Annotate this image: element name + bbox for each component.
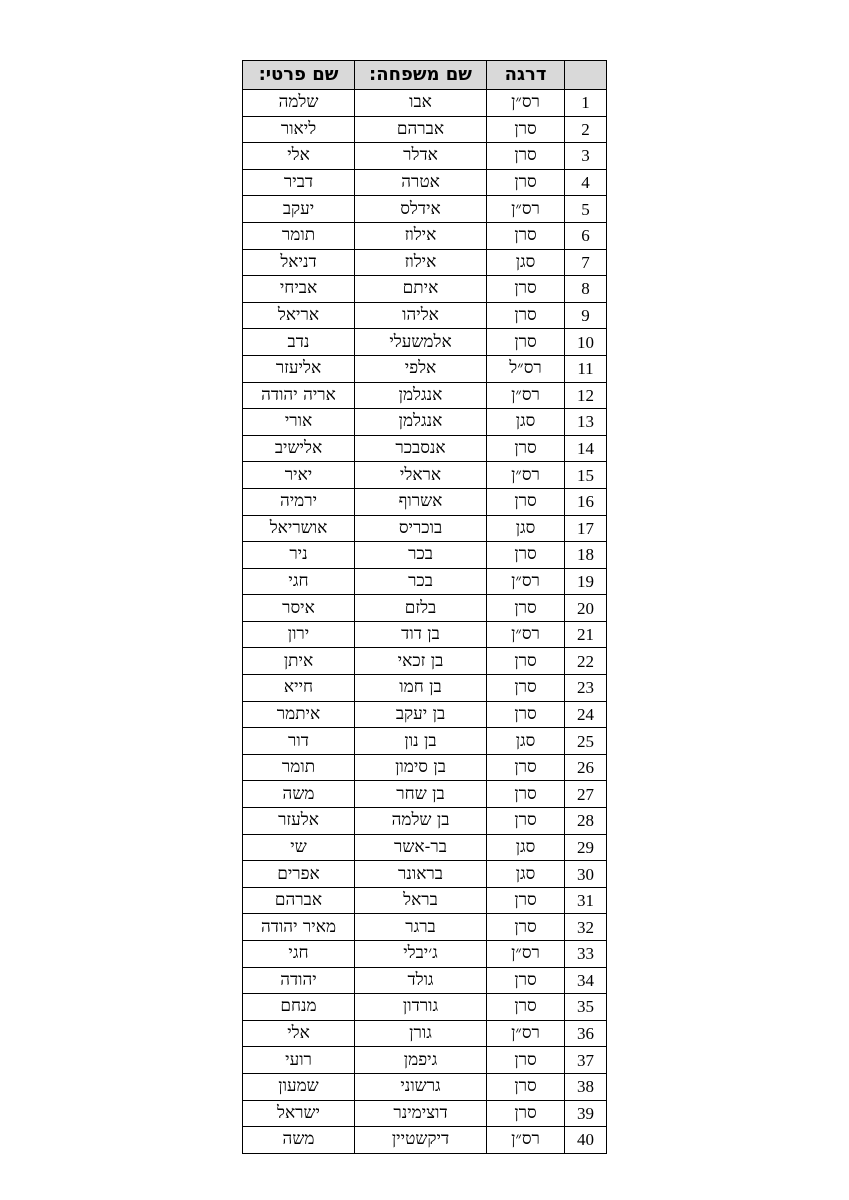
row-number-cell: 19 (565, 568, 607, 595)
row-number-cell: 35 (565, 994, 607, 1021)
first-name-cell: ישראל (243, 1100, 355, 1127)
rank-cell: סרן (487, 542, 565, 569)
table-row (243, 834, 607, 861)
last-name-cell: בן דוד (355, 621, 487, 648)
first-name-cell: חייא (243, 675, 355, 702)
row-number-cell: 4 (565, 169, 607, 196)
table-row (243, 329, 607, 356)
first-name-cell: אושריאל (243, 515, 355, 542)
row-number-cell: 27 (565, 781, 607, 808)
table-row (243, 462, 607, 489)
row-number-cell: 9 (565, 302, 607, 329)
last-name-cell: בראל (355, 887, 487, 914)
first-name-cell: מאיר יהודה (243, 914, 355, 941)
table-row (243, 1047, 607, 1074)
first-name-cell: איתן (243, 648, 355, 675)
rank-cell: סרן (487, 701, 565, 728)
rank-cell: סרן (487, 222, 565, 249)
rank-cell: סרן (487, 914, 565, 941)
table-row (243, 302, 607, 329)
row-number-cell: 8 (565, 276, 607, 303)
personnel-table (242, 60, 607, 1154)
table-row (243, 488, 607, 515)
rank-cell: רס״ן (487, 462, 565, 489)
table-row (243, 169, 607, 196)
header-last-name: שם משפחה: (355, 61, 487, 90)
row-number-cell: 24 (565, 701, 607, 728)
table-row (243, 435, 607, 462)
first-name-cell: אריאל (243, 302, 355, 329)
row-number-cell: 13 (565, 409, 607, 436)
last-name-cell: ברגר (355, 914, 487, 941)
first-name-cell: ליאור (243, 116, 355, 143)
first-name-cell: חגי (243, 941, 355, 968)
table-row (243, 196, 607, 223)
last-name-cell: אראלי (355, 462, 487, 489)
last-name-cell: בן שחר (355, 781, 487, 808)
first-name-cell: שלמה (243, 90, 355, 117)
row-number-cell: 28 (565, 808, 607, 835)
row-number-cell: 25 (565, 728, 607, 755)
row-number-cell: 18 (565, 542, 607, 569)
rank-cell: רס״ן (487, 941, 565, 968)
last-name-cell: אלמשעלי (355, 329, 487, 356)
rank-cell: סרן (487, 967, 565, 994)
header-first-name: שם פרטי: (243, 61, 355, 90)
last-name-cell: אטרה (355, 169, 487, 196)
row-number-cell: 39 (565, 1100, 607, 1127)
first-name-cell: אברהם (243, 887, 355, 914)
row-number-cell: 2 (565, 116, 607, 143)
rank-cell: סרן (487, 329, 565, 356)
row-number-cell: 12 (565, 382, 607, 409)
last-name-cell: אברהם (355, 116, 487, 143)
table-row (243, 116, 607, 143)
last-name-cell: בן סימון (355, 754, 487, 781)
row-number-cell: 22 (565, 648, 607, 675)
table-row (243, 941, 607, 968)
first-name-cell: אלעזר (243, 808, 355, 835)
first-name-cell: ירון (243, 621, 355, 648)
rank-cell: רס״ן (487, 196, 565, 223)
first-name-cell: אורי (243, 409, 355, 436)
first-name-cell: אלי (243, 143, 355, 170)
row-number-cell: 1 (565, 90, 607, 117)
row-number-cell: 14 (565, 435, 607, 462)
row-number-cell: 34 (565, 967, 607, 994)
table-row (243, 914, 607, 941)
rank-cell: סגן (487, 409, 565, 436)
last-name-cell: גורן (355, 1020, 487, 1047)
first-name-cell: אליעזר (243, 355, 355, 382)
last-name-cell: אדלר (355, 143, 487, 170)
first-name-cell: ירמיה (243, 488, 355, 515)
table-row (243, 595, 607, 622)
rank-cell: רס״ן (487, 621, 565, 648)
row-number-cell: 33 (565, 941, 607, 968)
table-row (243, 568, 607, 595)
rank-cell: סרן (487, 781, 565, 808)
last-name-cell: אלפי (355, 355, 487, 382)
table-row (243, 409, 607, 436)
first-name-cell: יהודה (243, 967, 355, 994)
row-number-cell: 17 (565, 515, 607, 542)
last-name-cell: בוכריס (355, 515, 487, 542)
first-name-cell: דביר (243, 169, 355, 196)
rank-cell: סרן (487, 994, 565, 1021)
last-name-cell: דוצימינר (355, 1100, 487, 1127)
rank-cell: סרן (487, 276, 565, 303)
first-name-cell: רועי (243, 1047, 355, 1074)
last-name-cell: בראונר (355, 861, 487, 888)
rank-cell: סגן (487, 861, 565, 888)
rank-cell: סרן (487, 1047, 565, 1074)
last-name-cell: אנסבכר (355, 435, 487, 462)
last-name-cell: בן חמו (355, 675, 487, 702)
row-number-cell: 36 (565, 1020, 607, 1047)
row-number-cell: 29 (565, 834, 607, 861)
last-name-cell: בלזם (355, 595, 487, 622)
row-number-cell: 11 (565, 355, 607, 382)
rank-cell: סרן (487, 648, 565, 675)
last-name-cell: אילוז (355, 222, 487, 249)
first-name-cell: אלישיב (243, 435, 355, 462)
row-number-cell: 30 (565, 861, 607, 888)
last-name-cell: ג׳יבלי (355, 941, 487, 968)
first-name-cell: מנחם (243, 994, 355, 1021)
last-name-cell: בכר (355, 568, 487, 595)
table-row (243, 781, 607, 808)
last-name-cell: בכר (355, 542, 487, 569)
last-name-cell: בן שלמה (355, 808, 487, 835)
table-row (243, 222, 607, 249)
row-number-cell: 23 (565, 675, 607, 702)
first-name-cell: אביחי (243, 276, 355, 303)
last-name-cell: אנגלמן (355, 409, 487, 436)
rank-cell: סרן (487, 1073, 565, 1100)
rank-cell: סרן (487, 169, 565, 196)
row-number-cell: 5 (565, 196, 607, 223)
table-row (243, 1020, 607, 1047)
last-name-cell: גיפמן (355, 1047, 487, 1074)
last-name-cell: אליהו (355, 302, 487, 329)
table-row (243, 276, 607, 303)
table-body (243, 90, 607, 1154)
header-rank: דרגה (487, 61, 565, 90)
rank-cell: רס״ן (487, 568, 565, 595)
rank-cell: סרן (487, 675, 565, 702)
last-name-cell: גורדון (355, 994, 487, 1021)
first-name-cell: דניאל (243, 249, 355, 276)
row-number-cell: 7 (565, 249, 607, 276)
last-name-cell: איתם (355, 276, 487, 303)
table-row (243, 994, 607, 1021)
rank-cell: סגן (487, 728, 565, 755)
rank-cell: רס״ן (487, 1020, 565, 1047)
row-number-cell: 6 (565, 222, 607, 249)
table-row (243, 90, 607, 117)
table-row (243, 967, 607, 994)
first-name-cell: חגי (243, 568, 355, 595)
first-name-cell: משה (243, 1127, 355, 1154)
table-row (243, 542, 607, 569)
rank-cell: סגן (487, 515, 565, 542)
row-number-cell: 37 (565, 1047, 607, 1074)
rank-cell: סרן (487, 808, 565, 835)
first-name-cell: ניר (243, 542, 355, 569)
rank-cell: רס״ן (487, 382, 565, 409)
first-name-cell: תומר (243, 222, 355, 249)
last-name-cell: גולד (355, 967, 487, 994)
first-name-cell: שי (243, 834, 355, 861)
header-number (565, 61, 607, 90)
row-number-cell: 21 (565, 621, 607, 648)
rank-cell: סרן (487, 887, 565, 914)
first-name-cell: איסר (243, 595, 355, 622)
rank-cell: רס״ן (487, 1127, 565, 1154)
rank-cell: סרן (487, 302, 565, 329)
table-row (243, 754, 607, 781)
table-row (243, 382, 607, 409)
row-number-cell: 3 (565, 143, 607, 170)
rank-cell: סרן (487, 143, 565, 170)
last-name-cell: אנגלמן (355, 382, 487, 409)
row-number-cell: 10 (565, 329, 607, 356)
table-row (243, 515, 607, 542)
rank-cell: סרן (487, 1100, 565, 1127)
last-name-cell: אבו (355, 90, 487, 117)
rank-cell: רס״ן (487, 90, 565, 117)
row-number-cell: 38 (565, 1073, 607, 1100)
rank-cell: סרן (487, 754, 565, 781)
table-row (243, 861, 607, 888)
rank-cell: רס״ל (487, 355, 565, 382)
table-header-row (243, 61, 607, 90)
table-row (243, 808, 607, 835)
first-name-cell: נדב (243, 329, 355, 356)
table-row (243, 675, 607, 702)
table-row (243, 143, 607, 170)
row-number-cell: 40 (565, 1127, 607, 1154)
rank-cell: סגן (487, 834, 565, 861)
first-name-cell: אלי (243, 1020, 355, 1047)
first-name-cell: אריה יהודה (243, 382, 355, 409)
table-row (243, 1100, 607, 1127)
table-row (243, 355, 607, 382)
first-name-cell: איתמר (243, 701, 355, 728)
table-row (243, 249, 607, 276)
first-name-cell: משה (243, 781, 355, 808)
last-name-cell: אילוז (355, 249, 487, 276)
table-row (243, 887, 607, 914)
last-name-cell: בר-אשר (355, 834, 487, 861)
last-name-cell: אשרוף (355, 488, 487, 515)
row-number-cell: 15 (565, 462, 607, 489)
last-name-cell: גרשוני (355, 1073, 487, 1100)
table-row (243, 1127, 607, 1154)
row-number-cell: 32 (565, 914, 607, 941)
table-row (243, 648, 607, 675)
last-name-cell: בן זכאי (355, 648, 487, 675)
first-name-cell: שמעון (243, 1073, 355, 1100)
last-name-cell: בן יעקב (355, 701, 487, 728)
rank-cell: סרן (487, 595, 565, 622)
rank-cell: סגן (487, 249, 565, 276)
last-name-cell: אידלס (355, 196, 487, 223)
first-name-cell: דור (243, 728, 355, 755)
row-number-cell: 16 (565, 488, 607, 515)
table-row (243, 621, 607, 648)
last-name-cell: בן נון (355, 728, 487, 755)
row-number-cell: 26 (565, 754, 607, 781)
rank-cell: סרן (487, 116, 565, 143)
first-name-cell: אפרים (243, 861, 355, 888)
last-name-cell: דיקשטיין (355, 1127, 487, 1154)
table-row (243, 701, 607, 728)
row-number-cell: 20 (565, 595, 607, 622)
rank-cell: סרן (487, 435, 565, 462)
row-number-cell: 31 (565, 887, 607, 914)
first-name-cell: יעקב (243, 196, 355, 223)
table-row (243, 728, 607, 755)
first-name-cell: תומר (243, 754, 355, 781)
table-row (243, 1073, 607, 1100)
first-name-cell: יאיר (243, 462, 355, 489)
rank-cell: סרן (487, 488, 565, 515)
